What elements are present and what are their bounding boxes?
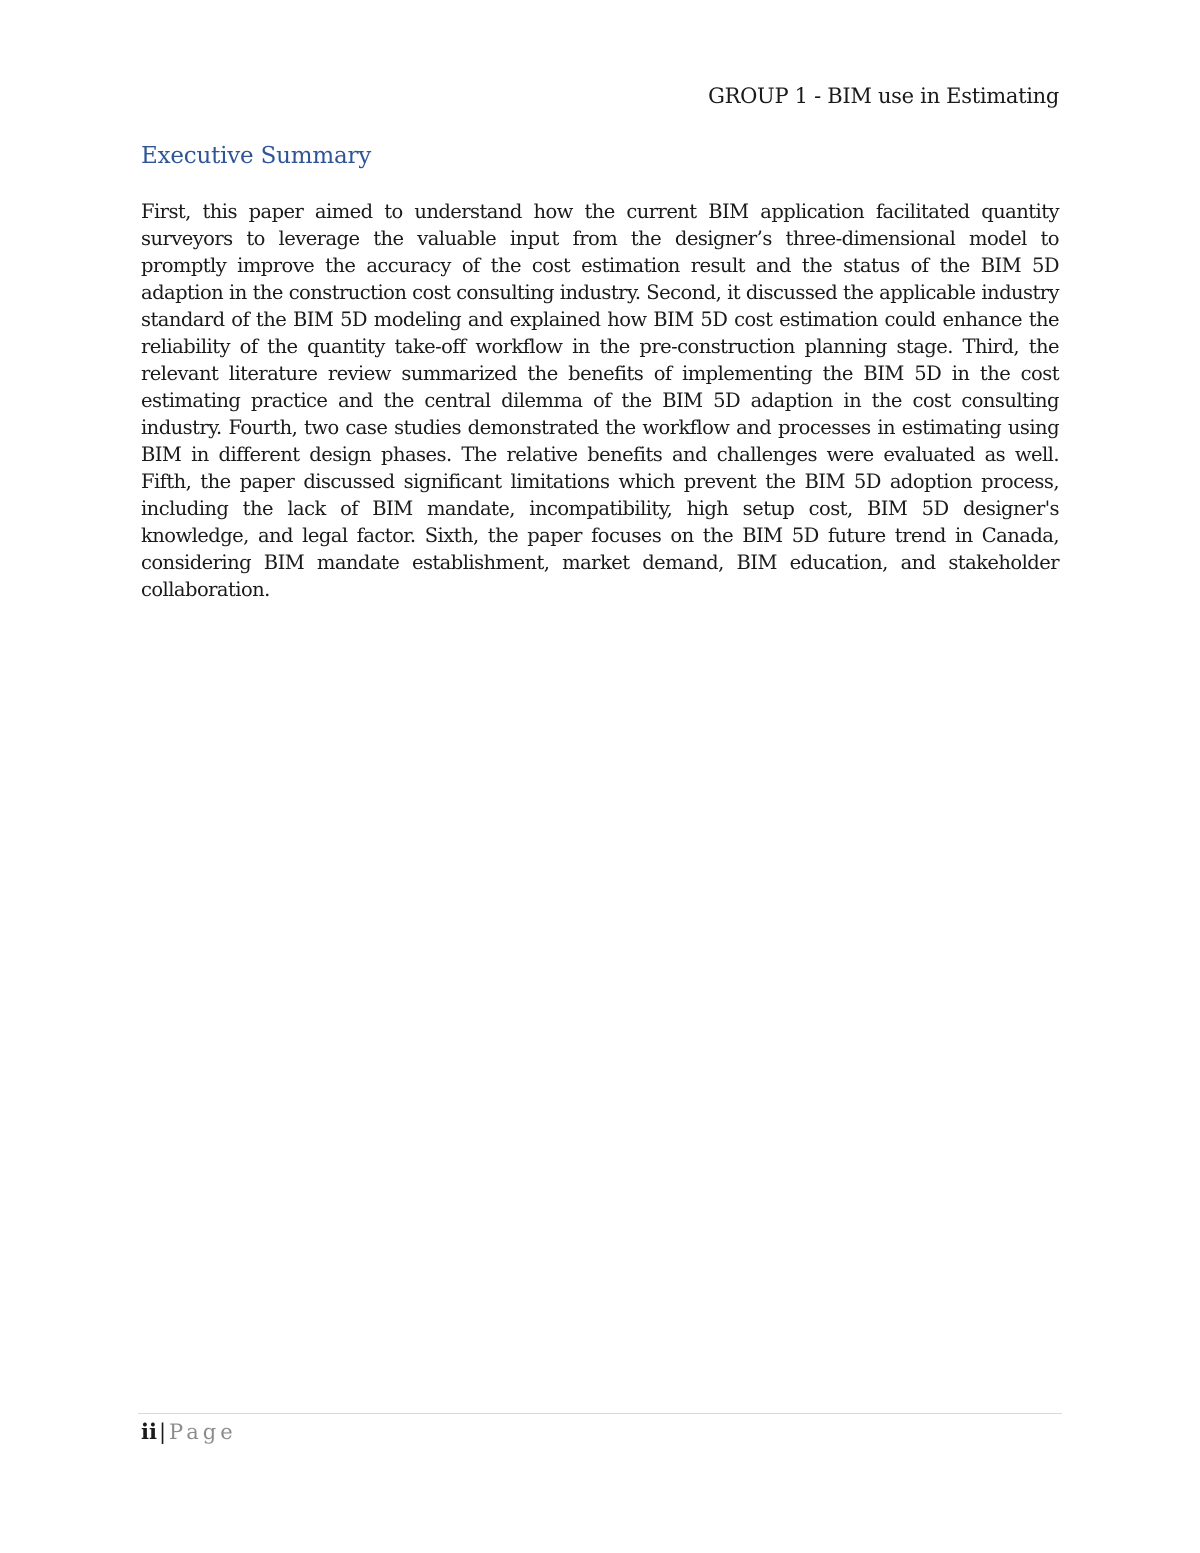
- page-number: ii: [141, 1419, 157, 1444]
- footer-divider: [138, 1413, 1062, 1414]
- executive-summary-paragraph: First, this paper aimed to understand how the current BIM application facilitated quantity surveyors to leverage the valuable input from the designer’s three-dimensional model to promptly improve the accuracy of the cost estimation result and the status of the BIM 5D adaption in the construction cost consulting industry. Second, it discussed the applicable industry standard of the BIM 5D modeling and explained how BIM 5D cost estimation could enhance the reliability of the quantity take-off workflow in the pre-construction planning stage. Third, the relevant literature review summarized the benefits of implementing the BIM 5D in the cost estimating practice and the central dilemma of the BIM 5D adaption in the cost consulting industry. Fourth, two case studies demonstrated the workflow and processes in estimating using BIM in different design phases. The relative benefits and challenges were evaluated as well. Fifth, the paper discussed significant limitations which prevent the BIM 5D adoption process, including the lack of BIM mandate, incompatibility, high setup cost, BIM 5D designer's knowledge, and legal factor. Sixth, the paper focuses on the BIM 5D future trend in Canada, considering BIM mandate establishment, market demand, BIM education, and stakeholder collaboration.: [141, 200, 1059, 601]
- page-label: Page: [169, 1420, 237, 1444]
- page-footer: [141, 1419, 237, 1444]
- running-header: GROUP 1 - BIM use in Estimating: [708, 84, 1059, 108]
- section-heading: Executive Summary: [141, 143, 372, 169]
- footer-separator: |: [158, 1420, 167, 1444]
